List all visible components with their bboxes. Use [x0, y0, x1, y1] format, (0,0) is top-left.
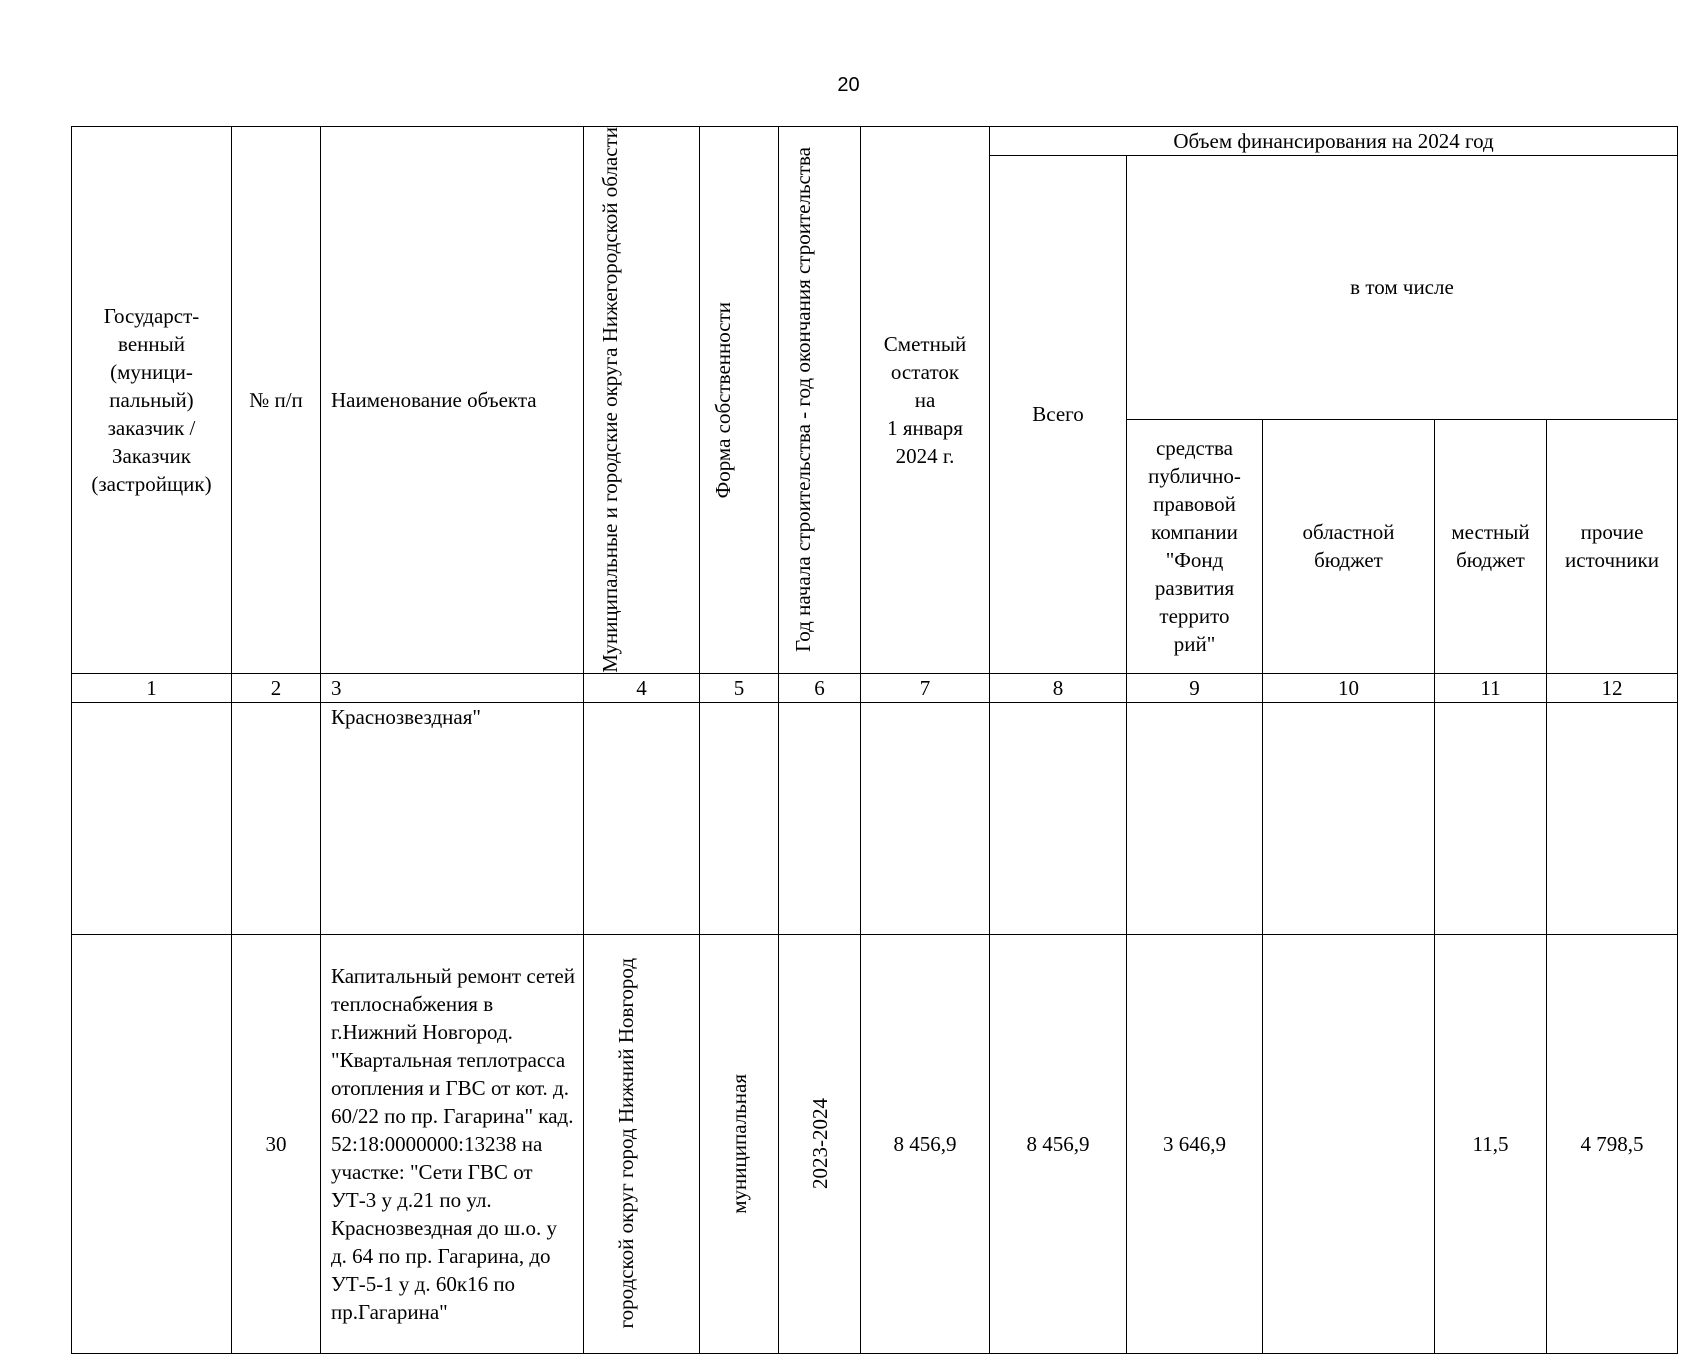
- column-number: 7: [861, 673, 990, 702]
- funding-table: [71, 126, 1678, 1354]
- header-municipality: [584, 127, 700, 674]
- cell-years: [779, 934, 861, 1353]
- column-number: 2: [232, 673, 321, 702]
- table-row: [72, 934, 1678, 1353]
- header-years: [779, 127, 861, 674]
- header-estimate: Сметный остаток на 1 января 2024 г.: [861, 127, 990, 674]
- header-total: Всего: [990, 156, 1127, 674]
- column-number-row: [72, 673, 1678, 702]
- cell-other: 4 798,5: [1547, 934, 1678, 1353]
- header-ownership-label: Форма собственности: [711, 301, 735, 499]
- cell-estimate: 8 456,9: [861, 934, 990, 1353]
- cell-regional: [1263, 702, 1435, 934]
- cell-years-label: 2023-2024: [807, 1098, 832, 1190]
- header-municipality-label: Муниципальные и городские округа Нижегородской области: [597, 127, 622, 673]
- cell-municipality: [584, 702, 700, 934]
- cell-other: [1547, 702, 1678, 934]
- header-row-1: [72, 127, 1678, 156]
- header-ownership: [700, 127, 779, 674]
- header-local: местный бюджет: [1435, 419, 1547, 673]
- cell-object-name: Капитальный ремонт сетей теплоснабжения в г.Нижний Новгород. "Квартальная теплотрасса отопления и ГВС от кот. д. 60/22 по пр. Гагарина" кад. 52:18:0000000:13238 на участке: "Сети ГВС от УТ-3 у д.21 по ул. Краснозвездная до ш.о. у д. 64 по пр. Гагарина, до УТ-5-1 у д. 60к16 по пр.Гагарина": [321, 934, 584, 1353]
- table-row: [72, 702, 1678, 934]
- column-number: 12: [1547, 673, 1678, 702]
- cell-number: 30: [232, 934, 321, 1353]
- header-regional: областной бюджет: [1263, 419, 1435, 673]
- column-number: 3: [321, 673, 584, 702]
- cell-years: [779, 702, 861, 934]
- cell-local: [1435, 702, 1547, 934]
- cell-number: [232, 702, 321, 934]
- header-object-name: Наименование объекта: [321, 127, 584, 674]
- cell-ownership-label: муниципальная: [727, 1073, 751, 1214]
- column-number: 4: [584, 673, 700, 702]
- cell-customer: [72, 934, 232, 1353]
- cell-total: [990, 702, 1127, 934]
- cell-total: 8 456,9: [990, 934, 1127, 1353]
- cell-regional: [1263, 934, 1435, 1353]
- column-number: 8: [990, 673, 1127, 702]
- cell-fund: [1127, 702, 1263, 934]
- cell-ownership: [700, 934, 779, 1353]
- header-customer: Государст- венный (муници- пальный) заказчик / Заказчик (застройщик): [72, 127, 232, 674]
- column-number: 9: [1127, 673, 1263, 702]
- column-number: 5: [700, 673, 779, 702]
- cell-municipality-label: городской округ город Нижний Новгород: [613, 958, 638, 1329]
- column-number: 6: [779, 673, 861, 702]
- cell-ownership: [700, 702, 779, 934]
- column-number: 11: [1435, 673, 1547, 702]
- cell-fund: 3 646,9: [1127, 934, 1263, 1353]
- header-including: в том числе: [1127, 156, 1678, 420]
- cell-customer: [72, 702, 232, 934]
- cell-local: 11,5: [1435, 934, 1547, 1353]
- header-number: № п/п: [232, 127, 321, 674]
- column-number: 1: [72, 673, 232, 702]
- header-other: прочие источники: [1547, 419, 1678, 673]
- header-fund: средства публично- правовой компании "Фонд развития террито рий": [1127, 419, 1263, 673]
- header-funding-group: Объем финансирования на 2024 год: [990, 127, 1678, 156]
- header-years-label: Год начала строительства - год окончания строительства: [790, 147, 815, 653]
- cell-municipality: [584, 934, 700, 1353]
- column-number: 10: [1263, 673, 1435, 702]
- page-number: 20: [837, 74, 860, 96]
- cell-object-name: Краснозвездная": [321, 702, 584, 934]
- cell-estimate: [861, 702, 990, 934]
